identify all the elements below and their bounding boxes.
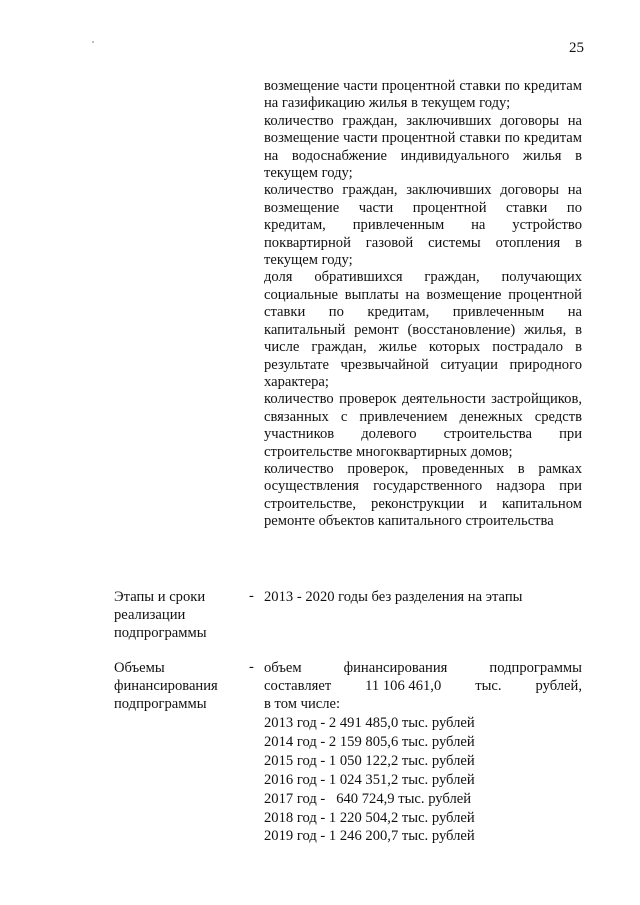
stages-dash: - [249, 588, 254, 604]
financing-word: объем [264, 660, 302, 676]
indicator-item: количество проверок, проведенных в рамках осуществления государственного надзора при строительстве, реконструкции и капитальном ремонте объектов капитального строительства [264, 460, 582, 530]
year-line: 2017 год - 640 724,9 тыс. рублей [264, 790, 472, 807]
year-line: 2018 год - 1 220 504,2 тыс. рублей [264, 809, 475, 826]
page-number: 25 [569, 40, 584, 56]
scan-speck [92, 41, 94, 43]
year-line: 2013 год - 2 491 485,0 тыс. рублей [264, 715, 475, 731]
year-line: 2019 год - 1 246 200,7 тыс. рублей [264, 828, 475, 845]
financing-line-2 [264, 677, 582, 695]
financing-line-3: в том числе: [264, 696, 341, 712]
financing-label: Объемы финансирования подпрограммы [114, 660, 218, 712]
year-line: 2015 год - 1 050 122,2 тыс. рублей [264, 752, 475, 769]
stages-label: Этапы и сроки реализации подпрограммы [114, 589, 207, 641]
financing-line-1 [264, 659, 582, 677]
financing-word: тыс. [475, 678, 502, 694]
financing-dash: - [249, 659, 254, 675]
financing-word: финансирования [343, 660, 448, 676]
financing-summary [264, 659, 582, 713]
financing-word: составляет [264, 678, 332, 694]
indicator-item: возмещение части процентной ставки по кредитам на газификацию жилья в текущем году; [264, 78, 582, 112]
indicator-item: доля обратившихся граждан, получающих социальные выплаты на возмещение процентной ставки по кредитам, привлеченным на капитальный ремонт (восстановление) жилья, в числе граждан, жилье которых пострадало в результате чрезвычайной ситуации природного характера; [264, 269, 582, 390]
indicator-item: количество граждан, заключивших договоры на возмещение части процентной ставки по кредитам на водоснабжение индивидуального жилья в текущем году; [264, 112, 582, 182]
financing-total: 11 106 461,0 [365, 678, 442, 694]
financing-word: подпрограммы [489, 660, 582, 676]
indicators-list [264, 78, 582, 531]
year-line: 2016 год - 1 024 351,2 тыс. рублей [264, 771, 475, 788]
indicator-item: количество проверок деятельности застройщиков, связанных с привлечением денежных средств участников долевого строительства при строительстве многоквартирных домов; [264, 391, 582, 460]
year-line: 2014 год - 2 159 805,6 тыс. рублей [264, 733, 475, 750]
indicator-item: количество граждан, заключивших договоры на возмещение части процентной ставки по кредитам, привлеченным на устройство поквартирной газовой системы отопления в текущем году; [264, 182, 582, 269]
financing-word: рублей, [535, 678, 582, 694]
financing-by-year [264, 714, 582, 846]
stages-value: 2013 - 2020 годы без разделения на этапы [264, 589, 523, 605]
